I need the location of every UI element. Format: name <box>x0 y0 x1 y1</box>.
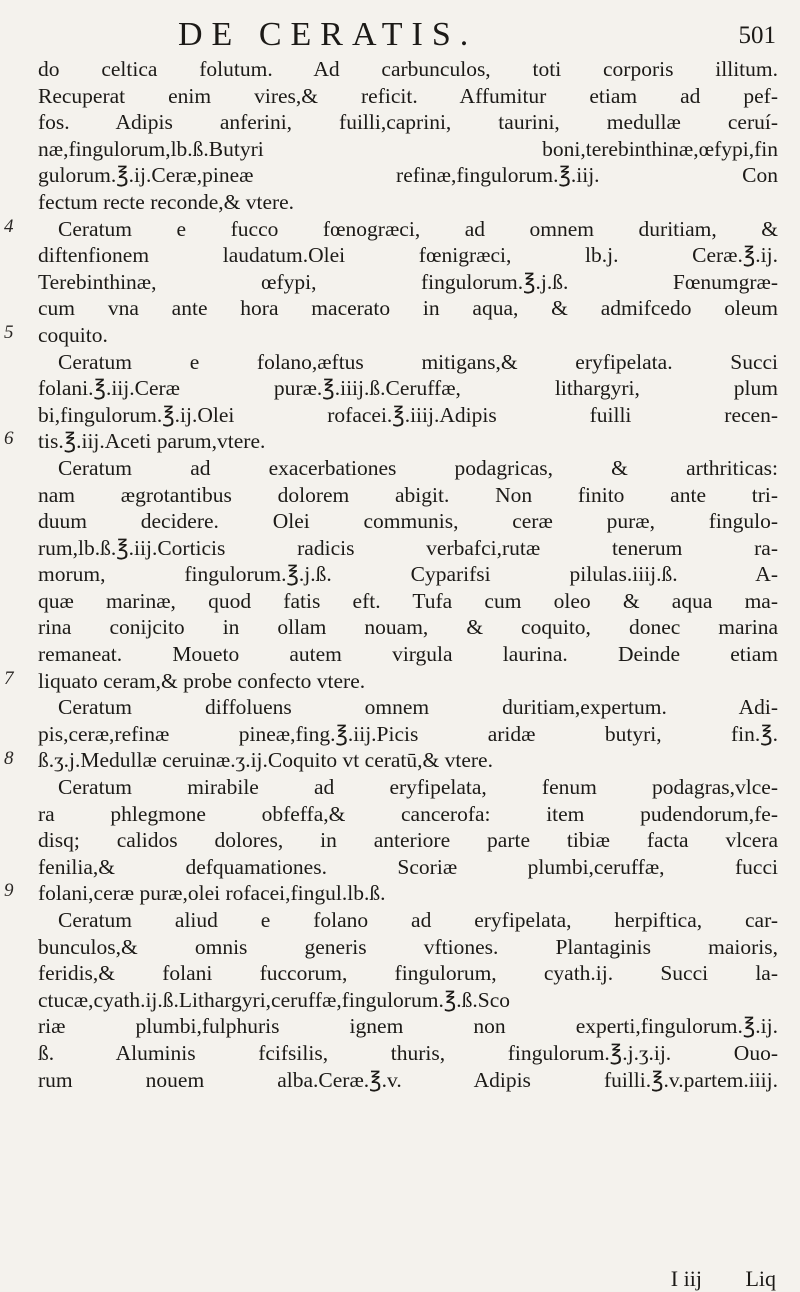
text-line: folani.℥.iij.Ceræ puræ.℥.iiij.ß.Ceruffæ, lithargyri, plum <box>38 376 778 401</box>
text-line: Recuperat enim vires,& reficit. Affumitur etiam ad pef- <box>38 83 778 108</box>
text-line: gulorum.℥.ij.Ceræ,pineæ refinæ,fingulorum.℥.iij. Con <box>38 163 778 188</box>
text-line: do celtica folutum. Ad carbunculos, toti corporis illitum. <box>38 57 778 81</box>
text-line: fenilia,& defquamationes. Scoriæ plumbi,ceruffæ, fucci <box>38 854 778 879</box>
margin-number-9: 9 <box>4 880 14 901</box>
text-line: ctucæ,cyath.ij.ß.Lithargyri,ceruffæ,fingulorum.℥.ß.Sco <box>38 987 510 1012</box>
text-line: liquato ceram,& probe confecto vtere. <box>38 668 366 693</box>
text-line: coquito. <box>38 322 108 347</box>
text-line: Ceratum aliud e folano ad eryfipelata, herpiftica, car- <box>58 908 778 932</box>
margin-number-8: 8 <box>4 748 14 769</box>
text-line: riæ plumbi,fulphuris ignem non experti,fingulorum.℥.ij. <box>38 1014 778 1039</box>
page-footer <box>671 1266 776 1292</box>
text-line: ß. Aluminis fcifsilis, thuris, fingulorum.℥.j.ʒ.ij. Ouo- <box>38 1040 778 1065</box>
page-header <box>0 16 800 56</box>
text-line: rum nouem alba.Ceræ.℥.v. Adipis fuilli.℥.v.partem.iiij. <box>38 1067 778 1092</box>
text-line: Ceratum e fucco fœnogræci, ad omnem duritiam, & <box>58 216 778 241</box>
text-line: Ceratum diffoluens omnem duritiam,expertum. Adi- <box>58 695 778 720</box>
text-line: ra phlegmone obfeffa,& cancerofa: item pudendorum,fe- <box>38 801 778 826</box>
text-line: ß.ʒ.j.Medullæ ceruinæ.ʒ.ij.Coquito vt ceratū,& vtere. <box>38 748 493 773</box>
text-line: pis,ceræ,refinæ pineæ,fing.℥.iij.Picis aridæ butyri, fin.℥. <box>38 721 778 746</box>
margin-number-6: 6 <box>4 428 14 449</box>
text-line: nam ægrotantibus dolorem abigit. Non finito ante tri- <box>38 482 778 507</box>
text-line: feridis,& folani fuccorum, fingulorum, cyath.ij. Succi la- <box>38 961 778 986</box>
margin-number-5: 5 <box>4 322 14 343</box>
catchword: Liq <box>745 1266 776 1291</box>
body-text <box>38 56 778 1093</box>
text-line: duum decidere. Olei communis, ceræ puræ, fingulo- <box>38 509 778 534</box>
signature-mark: I iij <box>670 1266 702 1291</box>
text-line: cum vna ante hora macerato in aqua, & admifcedo oleum <box>38 296 778 321</box>
text-line: bunculos,& omnis generis vftiones. Plantaginis maioris, <box>38 934 778 959</box>
running-head: DE CERATIS. <box>178 16 478 53</box>
text-line: rum,lb.ß.℥.iij.Corticis radicis verbafci,rutæ tenerum ra- <box>38 535 778 560</box>
text-line: Terebinthinæ, œfypi, fingulorum.℥.j.ß. Fœnumgræ- <box>38 269 778 294</box>
text-line: diftenfionem laudatum.Olei fœnigræci, lb.j. Ceræ.℥.ij. <box>38 243 778 268</box>
text-line: quæ marinæ, quod fatis eft. Tufa cum oleo & aqua ma- <box>38 588 778 613</box>
text-line: morum, fingulorum.℥.j.ß. Cyparifsi pilulas.iiij.ß. A- <box>38 562 778 587</box>
margin-number-4: 4 <box>4 216 14 237</box>
text-line: Ceratum mirabile ad eryfipelata, fenum podagras,vlce- <box>58 775 778 800</box>
text-line: Ceratum ad exacerbationes podagricas, & arthriticas: <box>58 455 778 480</box>
page-number: 501 <box>738 22 776 49</box>
text-line: remaneat. Moueto autem virgula laurina. Deinde etiam <box>38 642 778 667</box>
margin-number-7: 7 <box>4 668 14 689</box>
text-line: fectum recte reconde,& vtere. <box>38 189 295 214</box>
text-line: bi,fingulorum.℥.ij.Olei rofacei.℥.iiij.Adipis fuilli recen- <box>38 402 778 427</box>
text-line: Ceratum e folano,æftus mitigans,& eryfipelata. Succi <box>58 349 778 374</box>
text-line: rina conijcito in ollam nouam, & coquito, donec marina <box>38 615 778 640</box>
text-line: folani,ceræ puræ,olei rofacei,fingul.lb.ß. <box>38 881 386 906</box>
text-line: tis.℥.iij.Aceti parum,vtere. <box>38 429 266 454</box>
text-line: disq; calidos dolores, in anteriore parte tibiæ facta vlcera <box>38 828 778 853</box>
text-line: næ,fingulorum,lb.ß.Butyri boni,terebinthinæ,œfypi,fin <box>38 136 778 161</box>
text-line: fos. Adipis anferini, fuilli,caprini, taurini, medullæ ceruí- <box>38 110 778 135</box>
